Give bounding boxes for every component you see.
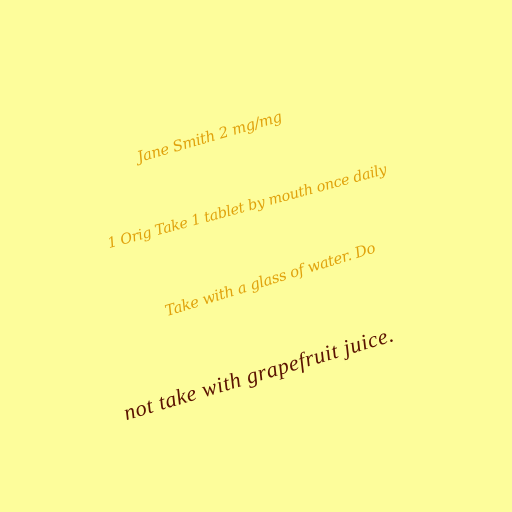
- dosage-instruction-line: 1 Orig Take 1 tablet by mouth once daily: [105, 161, 389, 252]
- grapefruit-warning-line: not take with grapefruit juice.: [120, 321, 397, 426]
- water-instruction-line: Take with a glass of water. Do: [162, 238, 378, 320]
- patient-line: Jane Smith 2 mg/mg: [135, 107, 284, 166]
